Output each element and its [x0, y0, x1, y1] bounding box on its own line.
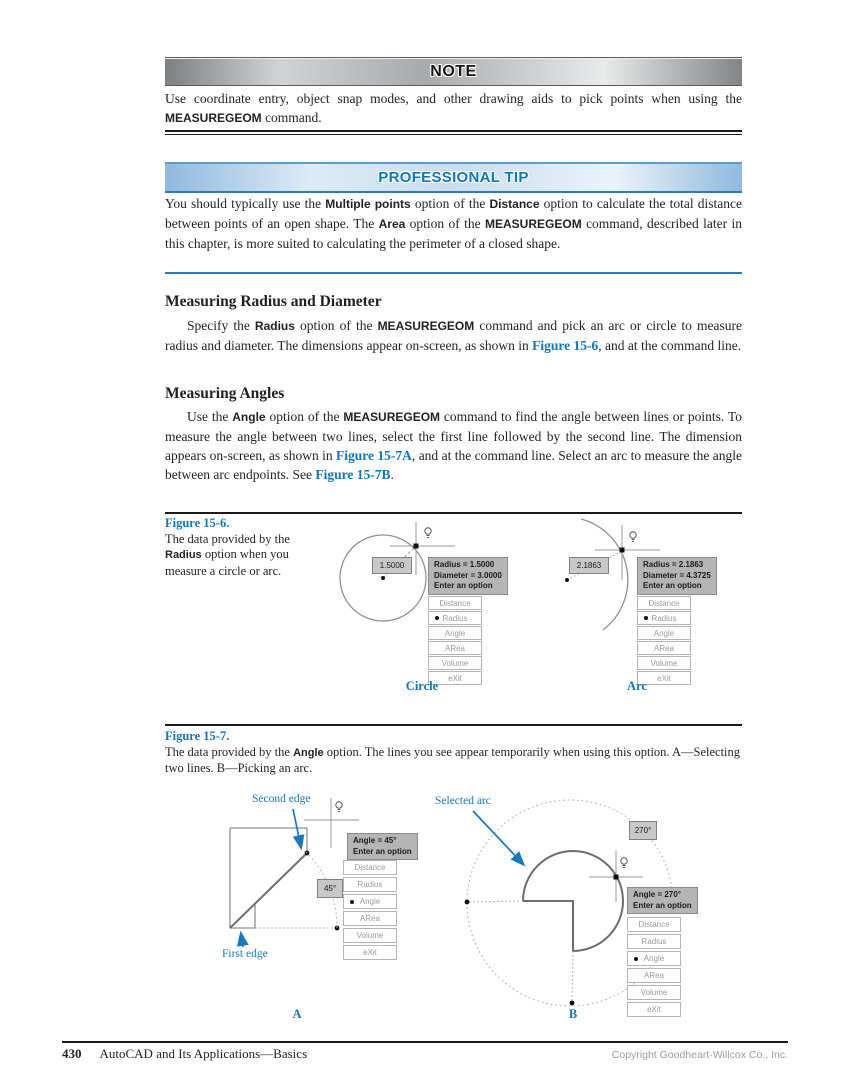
selected-option-dot [350, 900, 354, 904]
command-name: MEASUREGEOM [377, 319, 475, 333]
paragraph-text: command to find the angle between lines or points. To measure the angle between two lines, select the first line followed by the second line. The dimension appears on-screen, as shown in [165, 409, 742, 463]
figure-15-7b-link[interactable]: Figure 15-7B [315, 467, 391, 482]
option-name: Area [378, 217, 406, 231]
subfigure-b-label: B [568, 1007, 578, 1021]
paragraph-text: option of the [294, 318, 378, 333]
measuregeom-tooltip [627, 887, 698, 914]
option-name: Angle [293, 746, 324, 759]
menu-item-distance: Distance [428, 596, 482, 610]
selected-option-dot [644, 616, 648, 620]
paragraph-text: Use the [187, 409, 233, 424]
note-text: command. [261, 110, 322, 125]
figure-15-7 [165, 724, 742, 1026]
menu-item-radius-selected: Radius [637, 611, 691, 625]
option-name: Distance [489, 197, 540, 211]
section-radius-paragraph [165, 316, 742, 355]
figure-15-6-label: Figure 15-6. [165, 516, 230, 530]
measuregeom-tooltip [347, 833, 418, 860]
menu-item-distance: Distance [627, 917, 681, 932]
caption-text: option. The lines you see appear temporarily when using this option. A—Selecting two lines. B—Picking an arc. [165, 744, 741, 775]
figure-15-6 [165, 512, 742, 724]
tooltip-line-radius: Radius = 2.1863 [643, 560, 704, 569]
section-heading-angles: Measuring Angles [165, 385, 285, 402]
selected-option-dot [435, 616, 439, 620]
note-banner [165, 57, 742, 86]
menu-item-radius: Radius [627, 934, 681, 949]
second-edge-annotation: Second edge [252, 793, 311, 805]
menu-item-angle-selected: Angle [627, 951, 681, 966]
selected-option-dot [634, 957, 638, 961]
selected-arc-shape [523, 851, 623, 951]
lightbulb-icon [630, 532, 636, 542]
first-edge-arrow [241, 934, 243, 947]
menu-item-exit: eXit [627, 1002, 681, 1017]
subfigure-a-label: A [292, 1007, 302, 1021]
caption-text: The data provided by the [165, 744, 294, 759]
tooltip-line-prompt: Enter an option [643, 581, 702, 590]
endpoint-dot [305, 851, 310, 856]
paragraph-text: , and at the command line. [598, 338, 742, 353]
tooltip-line-diameter: Diameter = 4.3725 [643, 570, 711, 580]
professional-tip-body [165, 194, 742, 253]
paragraph-text: Specify the [187, 318, 255, 333]
paragraph-text: . [390, 467, 394, 482]
figure-15-6-link[interactable]: Figure 15-6 [532, 338, 599, 353]
tooltip-line-diameter: Diameter = 3.0000 [434, 570, 502, 580]
copyright-text: Copyright Goodheart-Willcox Co., Inc. [611, 1049, 788, 1061]
page-number: 430 [62, 1046, 82, 1061]
figure-15-7-label: Figure 15-7. [165, 729, 230, 743]
tooltip-line-angle: Angle = 270° [633, 890, 681, 899]
measuregeom-tooltip [637, 557, 717, 595]
book-title: AutoCAD and Its Applications—Basics [99, 1046, 308, 1061]
menu-item-exit: eXit [637, 671, 691, 685]
selected-arc-arrow [473, 811, 523, 864]
note-body [165, 89, 742, 128]
tip-text: option of the [405, 216, 486, 231]
command-name: MEASUREGEOM [165, 111, 262, 125]
circle-sublabel: Circle [405, 679, 439, 693]
section-angles-paragraph [165, 407, 742, 484]
tip-divider [165, 272, 742, 274]
option-name: Radius [165, 549, 202, 561]
footer-rule [62, 1041, 788, 1043]
menu-item-angle: Angle [428, 626, 482, 640]
option-name: Radius [254, 319, 295, 333]
figure-15-7a-link[interactable]: Figure 15-7A [336, 448, 412, 463]
tooltip-line-prompt: Enter an option [434, 581, 493, 590]
caption-text: option when you measure a circle or arc. [165, 547, 289, 578]
menu-item-area: ARea [343, 911, 397, 926]
command-name: MEASUREGEOM [343, 410, 441, 424]
angle-value-box: 270° [629, 821, 657, 840]
menu-item-volume: Volume [428, 656, 482, 670]
dynamic-input-menu [627, 917, 681, 1019]
first-edge-annotation: First edge [222, 948, 268, 960]
note-text: Use coordinate entry, object snap modes, and other drawing aids to pick points when using the [165, 91, 742, 106]
second-edge-line [230, 853, 307, 928]
note-banner-title: NOTE [430, 62, 477, 80]
paragraph-text: command and pick an arc or circle to measure radius and diameter. The dimensions appear on-screen, as shown in [165, 318, 742, 353]
menu-item-angle-selected: Angle [343, 894, 397, 909]
center-point-dot [381, 576, 385, 580]
paragraph-text: , and at the command line. Select an arc to measure the angle between arc endpoints. See [165, 448, 742, 482]
tooltip-line-radius: Radius = 1.5000 [434, 560, 495, 569]
menu-item-exit: eXit [428, 671, 482, 685]
option-name: Angle [232, 410, 266, 424]
footer [62, 1046, 788, 1062]
angle-value-box: 45° [317, 879, 343, 898]
tip-text: You should typically use the [165, 196, 326, 211]
paragraph-text: option of the [265, 409, 344, 424]
dynamic-input-menu [428, 596, 482, 686]
endpoint-dot [465, 900, 470, 905]
lightbulb-icon [425, 528, 431, 538]
menu-item-area: ARea [627, 968, 681, 983]
tip-text: option to calculate the total distance between points of an open shape. The [165, 196, 743, 231]
dynamic-input-menu [637, 596, 691, 686]
radius-value-box: 1.5000 [372, 557, 412, 574]
dynamic-input-menu [343, 860, 397, 962]
menu-item-volume: Volume [343, 928, 397, 943]
option-name: Multiple points [325, 197, 411, 211]
endpoint-dot [570, 1001, 575, 1006]
radius-value-box: 2.1863 [569, 557, 609, 574]
menu-item-volume: Volume [637, 656, 691, 670]
tip-text: option of the [410, 196, 490, 211]
note-divider [165, 130, 742, 135]
menu-item-distance: Distance [343, 860, 397, 875]
tooltip-line-angle: Angle = 45° [353, 836, 397, 845]
caption-text: The data provided by the [165, 531, 290, 546]
lightbulb-icon [336, 802, 342, 812]
menu-item-area: ARea [637, 641, 691, 655]
measuregeom-tooltip [428, 557, 508, 595]
tooltip-line-prompt: Enter an option [633, 900, 692, 910]
command-name: MEASUREGEOM [485, 217, 582, 231]
menu-item-exit: eXit [343, 945, 397, 960]
lightbulb-icon [621, 858, 627, 868]
professional-tip-title: PROFESSIONAL TIP [378, 169, 529, 186]
menu-item-radius: Radius [343, 877, 397, 892]
professional-tip-banner [165, 162, 742, 193]
menu-item-distance: Distance [637, 596, 691, 610]
center-point-dot [565, 578, 569, 582]
section-heading-radius: Measuring Radius and Diameter [165, 293, 382, 310]
arc-sublabel: Arc [627, 679, 647, 693]
selected-arc-annotation: Selected arc [435, 795, 491, 807]
tooltip-line-prompt: Enter an option [353, 846, 412, 856]
menu-item-angle: Angle [637, 626, 691, 640]
menu-item-area: ARea [428, 641, 482, 655]
tip-text: command, described later in this chapter, is more suited to calculating the perimeter of a closed shape. [165, 216, 742, 251]
angle-two-lines-diagram [230, 798, 359, 947]
menu-item-radius-selected: Radius [428, 611, 482, 625]
menu-item-volume: Volume [627, 985, 681, 1000]
